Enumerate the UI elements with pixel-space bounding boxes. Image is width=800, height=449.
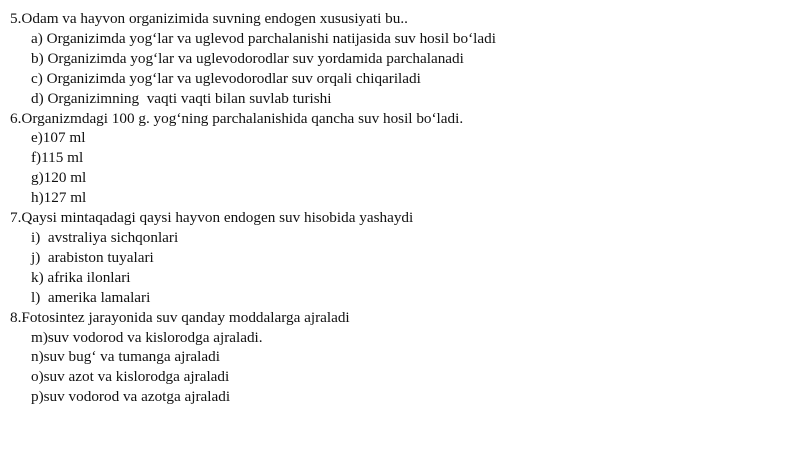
- answer-option-k: k) afrika ilonlari: [31, 268, 131, 286]
- question-7: [10, 208, 790, 308]
- answer-option-f: f)115 ml: [31, 149, 84, 167]
- answer-option-i: i) avstraliya sichqonlari: [31, 228, 179, 246]
- answer-option-l: l) amerika lamalari: [31, 288, 151, 306]
- answer-option-d: d) Organizimning vaqti vaqti bilan suvlab turishi: [31, 89, 332, 107]
- answer-option-g: g)120 ml: [31, 169, 87, 187]
- answer-option-p: p)suv vodorod va azotga ajraladi: [31, 388, 231, 406]
- answer-option-n: n)suv bug‘ va tumanga ajraladi: [31, 348, 220, 366]
- question-text: 6.Organizmdagi 100 g. yog‘ning parchalanishida qancha suv hosil bo‘ladi.: [10, 109, 464, 127]
- question-text: 5.Odam va hayvon organizimida suvning endogen xususiyati bu..: [10, 10, 408, 27]
- question-5: [10, 9, 790, 109]
- answer-option-a: a) Organizimda yog‘lar va uglevod parchalanishi natijasida suv hosil bo‘ladi: [31, 29, 496, 47]
- question-text: 8.Fotosintez jarayonida suv qanday moddalarga ajraladi: [10, 308, 350, 326]
- answer-option-e: e)107 ml: [31, 129, 86, 147]
- answer-option-o: o)suv azot va kislorodga ajraladi: [31, 368, 230, 386]
- answer-option-h: h)127 ml: [31, 189, 87, 207]
- quiz-document: [10, 9, 790, 407]
- answer-option-j: j) arabiston tuyalari: [31, 248, 154, 266]
- question-6: [10, 109, 790, 209]
- answer-option-b: b) Organizimda yog‘lar va uglevodorodlar suv yordamida parchalanadi: [31, 49, 464, 67]
- question-text: 7.Qaysi mintaqadagi qaysi hayvon endogen suv hisobida yashaydi: [10, 209, 414, 227]
- answer-option-c: c) Organizimda yog‘lar va uglevodorodlar suv orqali chiqariladi: [31, 69, 421, 87]
- answer-option-m: m)suv vodorod va kislorodga ajraladi.: [31, 328, 263, 346]
- question-8: [10, 308, 790, 408]
